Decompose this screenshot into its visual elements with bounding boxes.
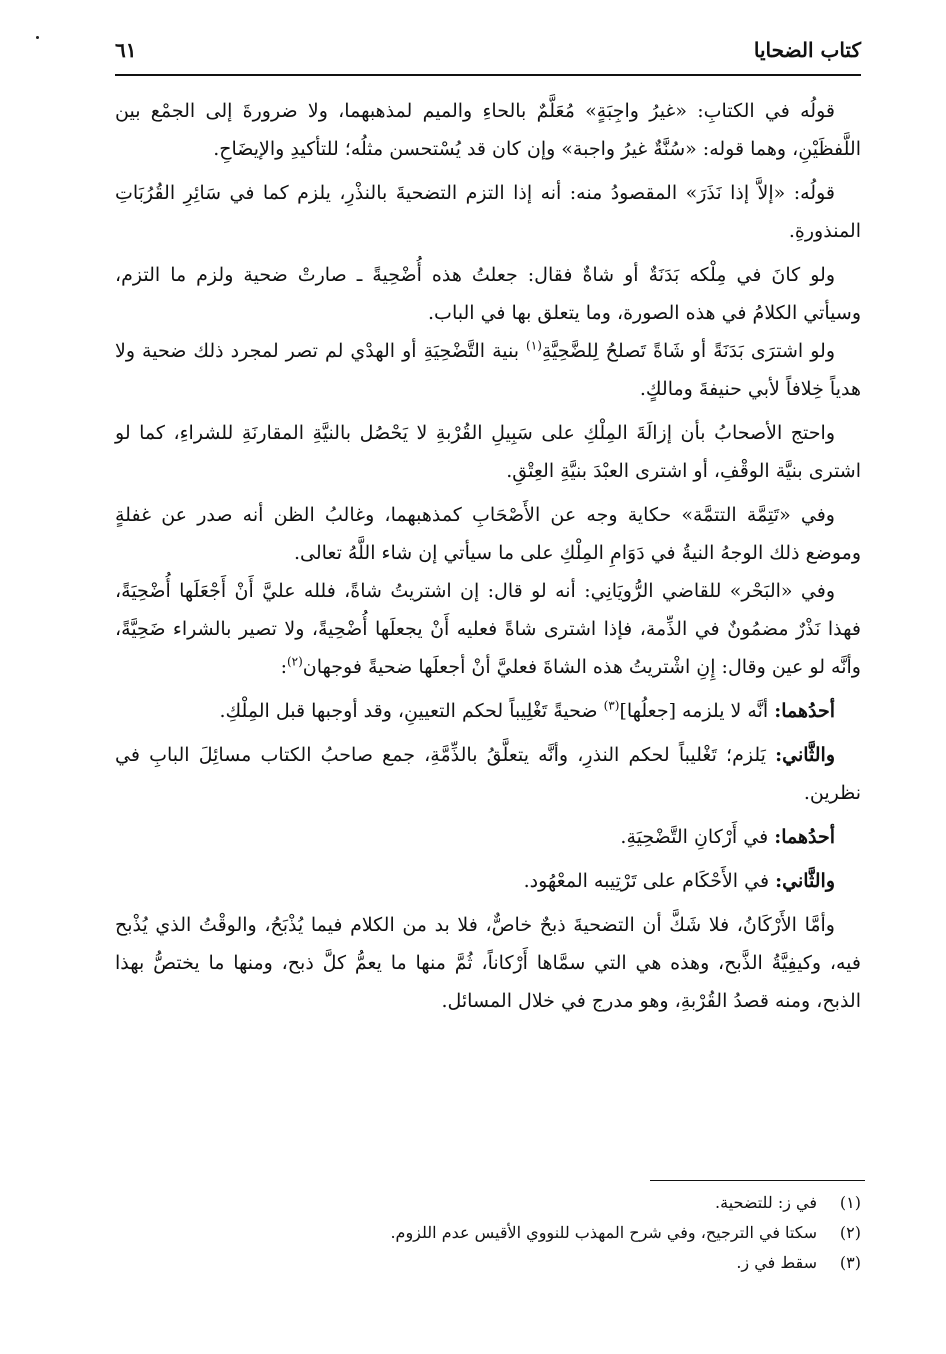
page-number: ٦١	[115, 38, 137, 62]
paragraph	[115, 572, 861, 686]
paragraph	[115, 256, 861, 332]
footnote	[115, 1218, 861, 1248]
paragraph-text: بنية التَّضْحِيَةِ أو الهدْي لم تصر لمجرد ذلك ضحية ولا هدياً خِلافاً لأبي حنيفةَ ومالكٍ.	[115, 340, 861, 400]
footnote-text: سكتا في الترجيح، وفي شرح المهذب للنووي الأقيس عدم اللزوم.	[390, 1223, 817, 1242]
footnote-rule	[650, 1180, 865, 1181]
footnotes	[115, 1188, 861, 1278]
footnote-number: (٣)	[839, 1253, 861, 1272]
term-label: أحدُهما:	[774, 826, 835, 848]
paragraph-text: قولُه في الكتابِ: «غيرُ واجِبَةٍ» مُعَلَّمٌ بالحاءِ والميم لمذهبهما، ولا ضرورةَ إلى الجمْع بين اللَّفظَيْنِ، وهما قوله: «سُنَّةٌ غيرُ واجبة» وإن كان قد يُسْتحسن مثلُه؛ للتأكيدِ والإيضَاحِ.	[115, 100, 861, 160]
footnote-text: في ز: للتضحية.	[715, 1193, 817, 1212]
paragraph	[115, 92, 861, 168]
paragraph-text: أنَّه لا يلزمه [جعلُها]	[619, 700, 775, 722]
footnote-ref[interactable]: (٣)	[603, 698, 620, 713]
paragraph-text: ولو كانَ في مِلْكه بَدَنَةٌ أو شاةٌ فقال: جعلتُ هذه أُضْحِيةً ـ صارتْ ضحية ولزم ما التزم، وسيأتي الكلامُ في هذه الصورة، وما يتعلق بها في الباب.	[115, 264, 861, 324]
footnote-number: (٢)	[839, 1223, 861, 1242]
paragraph-text: في أَرْكانِ التَّضْحِيَةِ.	[620, 826, 775, 848]
paragraph-text: ضحيةً تَغْلِيباً لحكم التعيينِ، وقد أوجبها قبل المِلْكِ.	[219, 700, 604, 722]
footnote-ref[interactable]: (١)	[526, 338, 542, 353]
paragraph-text: :	[280, 656, 287, 678]
footnote-ref[interactable]: (٢)	[286, 654, 303, 669]
paragraph-text: قولُه: «إلاَّ إذا نَذَرَ» المقصودُ منه: أنه إذا التزم التضحيةَ بالنذْرِ، يلزم كما في سَائِرِ القُرُبَاتِ المنذورةِ.	[115, 182, 861, 242]
term-label: والثَّاني:	[775, 870, 835, 892]
paragraph-text: وفي «البَحْر» للقاضي الرُّويَانِي: أنه لو قال: إن اشتريتُ شاةً، فلله عليَّ أَنْ أَجْعَلَها أُضْحِيَةً، فهذا نَذْرٌ مضمُونٌ في الذِّمة، فإذا اشترى شاةً فعليه أَنْ يجعلَها أُضْحِيةً، ولا تصير بالشراء ضَحِيَّةً، وأنَّه لو عين وقال: إِنِ اشْتريتُ هذه الشاةَ فعليَّ أنْ أجعلَها ضحيةً فوجهان	[115, 580, 861, 678]
term-label: والثَّاني:	[775, 744, 835, 766]
running-title: كتاب الضحايا	[753, 38, 861, 62]
footnote	[115, 1188, 861, 1218]
paragraph-text: وأمَّا الأَرْكَانُ، فلا شَكَّ أن التضحيةَ ذبحٌ خاصٌّ، فلا بد من الكلام فيما يُذْبَحُ، والوقْتُ الذي يُذْبح فيه، وكيفِيَّةُ الذَّبح، وهذه هي التي سمَّاها أَرْكاناً، ثُمَّ منها ما يعمُّ كلَّ ذبح، ومنها ما يختصُّ بهذا الذبح، ومنه قصدُ القُرْبةِ، وهو مدرج في خلال المسائل.	[115, 914, 861, 1012]
paragraph-text: في الأَحْكَام على تَرْتِيبه المعْهُود.	[523, 870, 776, 892]
footnote-text: سقط في ز.	[736, 1253, 817, 1272]
paragraph	[115, 174, 861, 250]
scan-speck	[36, 36, 39, 39]
paragraph-text: واحتج الأصحابُ بأن إزالَةَ المِلْكِ على سَبِيلِ القُرْبةِ لا يَحْصُل بالنيَّةِ المقارنَةِ للشراءِ، كما لو اشترى بنيَّة الوقْفِ، أو اشترى العبْدَ بنيَّةِ العِتْقِ.	[115, 422, 861, 482]
header-rule	[115, 74, 861, 76]
paragraph	[115, 692, 861, 730]
footnote	[115, 1248, 861, 1278]
paragraph	[115, 332, 861, 408]
paragraph	[115, 906, 861, 1020]
main-text	[115, 92, 861, 1026]
paragraph-text: وفي «تَتِمَّة التتمَّة» حكاية وجه عن الأَصْحَابِ كمذهبهما، وغالبُ الظن أنه صدر عن غفلةٍ وموضع ذلك الوجهُ النيةُ في دَوَامِ المِلْكِ على ما سيأتي إن شاء اللَّهُ تعالى.	[115, 504, 861, 564]
footnote-number: (١)	[839, 1193, 861, 1212]
paragraph	[115, 862, 861, 900]
page-header	[115, 34, 861, 74]
paragraph	[115, 818, 861, 856]
paragraph	[115, 414, 861, 490]
paragraph-text: يَلزم؛ تَغْليباً لحكم النذرِ، وأنَّه يتعلَّقُ بالذِّمَّةِ، جمع صاحبُ الكتاب مسائِلَ البابِ في نظرين.	[115, 744, 861, 804]
paragraph	[115, 736, 861, 812]
paragraph-text: ولو اشترَى بَدَنَةً أو شَاةً تَصلحُ لِلضَّحِيَّةِ	[541, 340, 836, 362]
paragraph	[115, 496, 861, 572]
term-label: أحدُهما:	[774, 700, 835, 722]
